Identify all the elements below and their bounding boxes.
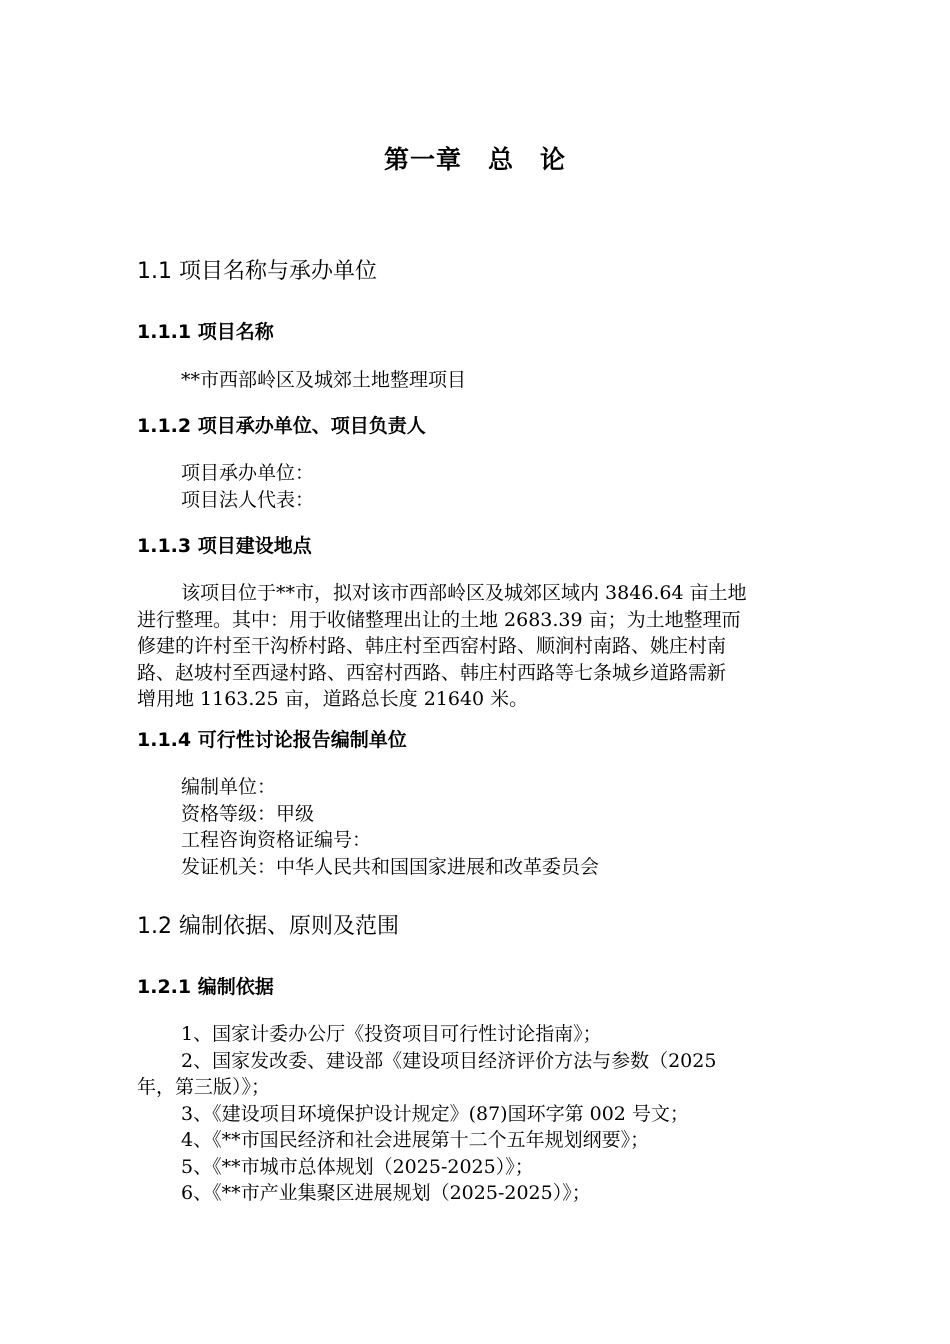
basis-item: 年，第三版）》； [137, 1076, 271, 1098]
basis-item: 2、国家发改委、建设部《建设项目经济评价方法与参数（2025 [181, 1049, 717, 1072]
basis-item: 1、国家计委办公厅《投资项目可行性讨论指南》； [181, 1023, 602, 1045]
basis-item: 5、《**市城市总体规划（2025-2025）》； [181, 1155, 534, 1178]
chapter-title-part-2: 总 [487, 145, 514, 174]
organizer-block [137, 460, 881, 513]
basis-item: 6、《**市产业集聚区进展规划（2025-2025）》； [181, 1182, 591, 1204]
legal-rep-line: 项目法人代表： [181, 488, 315, 511]
location-line: 进行整理。其中：用于收储整理出让的土地 2683.39 亩；为土地整理而 [137, 608, 741, 631]
location-line: 路、赵坡村至西逯村路、西窑村西路、韩庄村西路等七条城乡道路需新 [137, 661, 727, 684]
location-line: 修建的许村至干沟桥村路、韩庄村至西窑村路、顺涧村南路、姚庄村南 [137, 635, 727, 657]
basis-item: 3、《建设项目环境保护设计规定》(87)国环字第 002 号文； [181, 1102, 689, 1125]
section-1-1-heading: 1.1 项目名称与承办单位 [137, 259, 377, 284]
section-1-1-3-heading: 1.1.3 项目建设地点 [137, 535, 312, 557]
project-name-text [137, 367, 881, 394]
section-1-1-2-heading: 1.1.2 项目承办单位、项目负责人 [137, 415, 426, 437]
compiler-line: 编制单位： [181, 776, 277, 798]
section-1-2-heading: 1.2 编制依据、原则及范围 [137, 914, 399, 939]
project-name: **市西部岭区及城郊土地整理项目 [181, 369, 467, 391]
location-paragraph [137, 580, 837, 713]
basis-list [137, 1021, 837, 1207]
compiler-line: 资格等级：甲级 [181, 802, 315, 825]
section-1-1-1-heading: 1.1.1 项目名称 [137, 321, 274, 343]
location-line: 增用地 1163.25 亩，道路总长度 21640 米。 [137, 688, 529, 710]
compiler-line: 工程咨询资格证编号： [181, 829, 372, 851]
basis-item: 4、《**市国民经济和社会进展第十二个五年规划纲要》； [181, 1129, 650, 1151]
compiler-block [137, 774, 881, 880]
chapter-title-part-1: 第一章 [383, 145, 462, 174]
section-1-2-1-heading: 1.2.1 编制依据 [137, 976, 274, 998]
organizer-line: 项目承办单位： [181, 462, 315, 484]
compiler-line: 发证机关：中华人民共和国国家进展和改革委员会 [181, 855, 600, 878]
chapter-title-part-3: 论 [540, 145, 567, 174]
location-line: 该项目位于**市，拟对该市西部岭区及城郊区域内 3846.64 亩土地 [181, 582, 747, 604]
section-1-1-4-heading: 1.1.4 可行性讨论报告编制单位 [137, 729, 407, 751]
chapter-title [0, 140, 950, 176]
